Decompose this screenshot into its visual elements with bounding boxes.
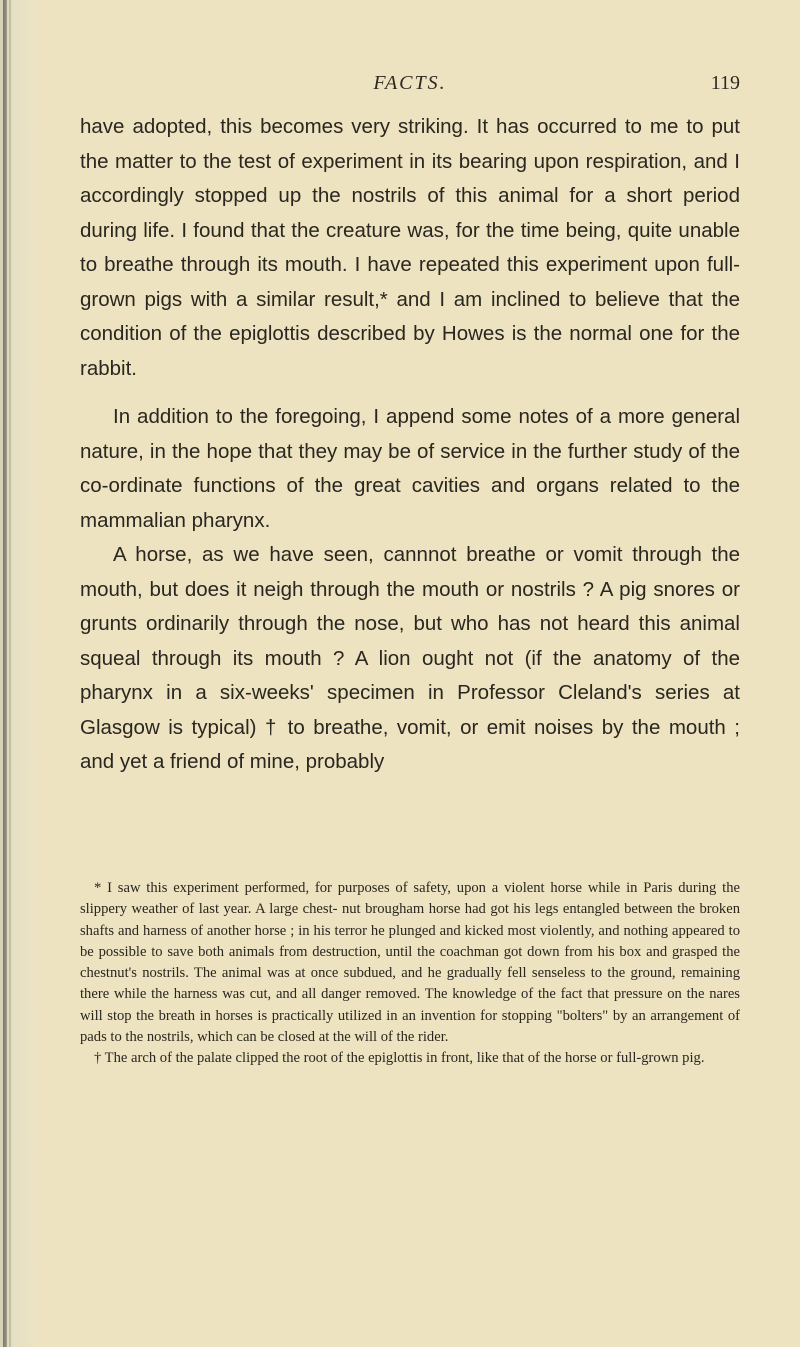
main-text [80,110,740,780]
footnote-asterisk: * I saw this experiment performed, for purposes of safety, upon a violent horse while in Paris during the slippery weather of last year. A large chest- nut brougham horse had got his legs entangled between the broken shafts and harness of another horse ; in his terror he plunged and kicked most violently, and nothing appeared to be possible to save both animals from destruction, until the coachman got down from his box and grasped the chestnut's nostrils. The animal was at once subdued, and he gradually fell senseless to the ground, remaining there while the harness was cut, and all danger removed. The knowledge of the fact that pressure on the nares will stop the breath in horses is practically utilized in an invention for stopping "bolters" by an arrangement of pads to the nostrils, which can be closed at the will of the rider. [80,880,740,1046]
spine-edge-line [3,0,7,1347]
footnote-dagger: † The arch of the palate clipped the root of the epiglottis in front, like that of the horse or full-grown pig. [94,1050,705,1067]
paragraph-1: have adopted, this becomes very striking. It has occurred to me to put the matter to the test of experiment in its bearing upon respiration, and I accordingly stopped up the nostrils of this animal for a short period during life. I found that the creature was, for the time being, quite unable to breathe through its mouth. I have repeated this experiment upon full-grown pigs with a similar result,* and I am inclined to believe that the condition of the epiglottis described by Howes is the normal one for the rabbit. [80,115,740,380]
book-spine-shadow [0,0,38,1347]
paragraph-3: A horse, as we have seen, cannnot breathe or vomit through the mouth, but does it neigh through the mouth or nostrils ? A pig snores or grunts ordinarily through the nose, but who has not heard this animal squeal through its mouth ? A lion ought not (if the anatomy of the pharynx in a six-weeks' specimen in Professor Cleland's series at Glasgow is typical) † to breathe, vomit, or emit noises by the mouth ; and yet a friend of mine, probably [80,543,740,773]
page-header [80,72,740,102]
footnotes [80,878,740,1070]
spine-edge-line-secondary [9,0,11,1347]
running-title: FACTS. [373,72,447,94]
book-page [80,0,740,1347]
paragraph-2: In addition to the foregoing, I append some notes of a more general nature, in the hope that they may be of service in the further study of the co-ordinate functions of the great cavities and organs related to the mammalian pharynx. [80,405,740,532]
page-number: 119 [710,72,740,94]
